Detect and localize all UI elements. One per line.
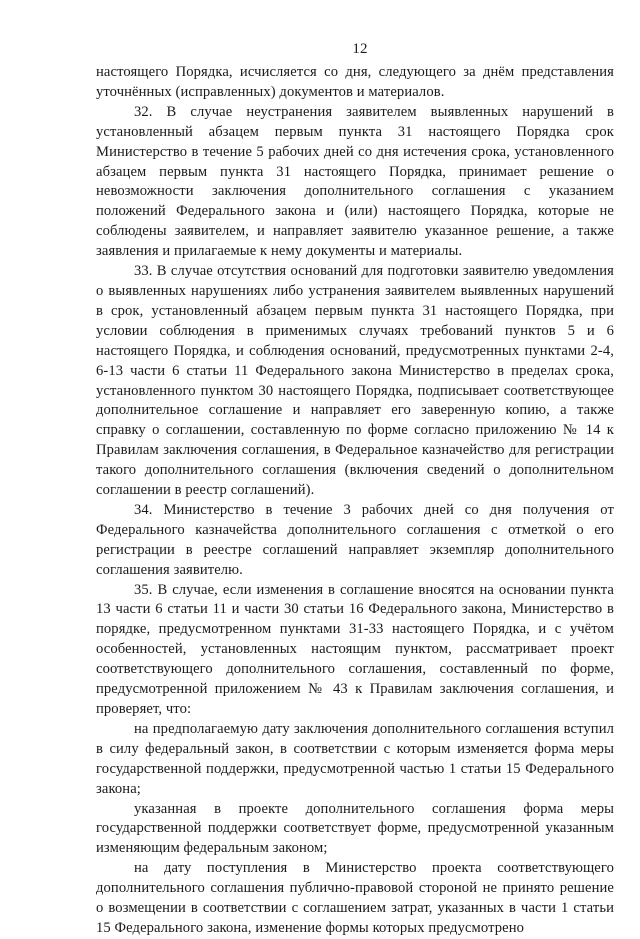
paragraph-35: 35. В случае, если изменения в соглашение вносятся на основании пункта 13 части 6 статьи 11 и части 30 статьи 16 Федерального закона, Министерство в порядке, предусмотренном пунктами 31-33 настоящего Порядка, и с учётом особенностей, установленных настоящим пунктом, рассматривает проект соответствующего дополнительного соглашения, составленный по форме, предусмотренной приложением № 43 к Правилам заключения соглашения, и проверяет, что: xyxy=(96,581,614,717)
paragraph-35-condition-1: на предполагаемую дату заключения дополнительного соглашения вступил в силу федеральный закон, в соответствии с которым изменяется форма меры государственной поддержки, предусмотренной частью 1 статьи 15 Федерального закона; xyxy=(96,720,614,797)
paragraph-35-condition-2: указанная в проекте дополнительного соглашения форма меры государственной поддержки соответствует форме, предусмотренной указанным изменяющим федеральным законом; xyxy=(96,800,614,857)
paragraph-34: 34. Министерство в течение 3 рабочих дней со дня получения от Федерального казначейства дополнительного соглашения с отметкой о его регистрации в реестре соглашений направляет экземпляр дополнительного соглашения заявителю. xyxy=(96,501,614,578)
page-number: 12 xyxy=(352,41,368,57)
paragraph-35-condition-3: на дату поступления в Министерство проекта соответствующего дополнительного соглашения публично-правовой стороной не принято решение о возмещении в соответствии с соглашением затрат, указанных в части 1 статьи 15 Федерального закона, изменение формы которых предусмотрено xyxy=(96,860,614,936)
document-page xyxy=(96,40,614,939)
paragraph-32: 32. В случае неустранения заявителем выявленных нарушений в установленный абзацем первым пункта 31 настоящего Порядка срок Министерство в течение 5 рабочих дней со дня истечения срока, установленного абзацем первым пункта 31 настоящего Порядка, принимает решение о невозможности заключения дополнительного соглашения с указанием положений Федерального закона и (или) настоящего Порядка, которые не соблюдены заявителем, и направляет заявителю указанное решение, а также заявления и прилагаемые к нему документы и материалы. xyxy=(96,103,614,260)
paragraph-continuation: настоящего Порядка, исчисляется со дня, следующего за днём представления уточнённых (исправленных) документов и материалов. xyxy=(96,64,614,100)
paragraph-33: 33. В случае отсутствия оснований для подготовки заявителю уведомления о выявленных нарушениях либо устранения заявителем выявленных нарушений в срок, установленный абзацем первым пункта 31 настоящего Порядка, при условии соблюдения в применимых случаях требований пунктов 5 и 6 настоящего Порядка, и соблюдения оснований, предусмотренных пунктами 2-4, 6-13 части 6 статьи 11 Федерального закона Министерство в пределах срока, установленного пунктом 30 настоящего Порядка, подписывает соответствующее дополнительное соглашение и направляет его заверенную копию, а также справку о соглашении, составленную по форме согласно приложению № 14 к Правилам заключения соглашения, в Федеральное казначейство для регистрации такого дополнительного соглашения (включения сведений о дополнительном соглашении в реестр соглашений). xyxy=(96,263,614,499)
